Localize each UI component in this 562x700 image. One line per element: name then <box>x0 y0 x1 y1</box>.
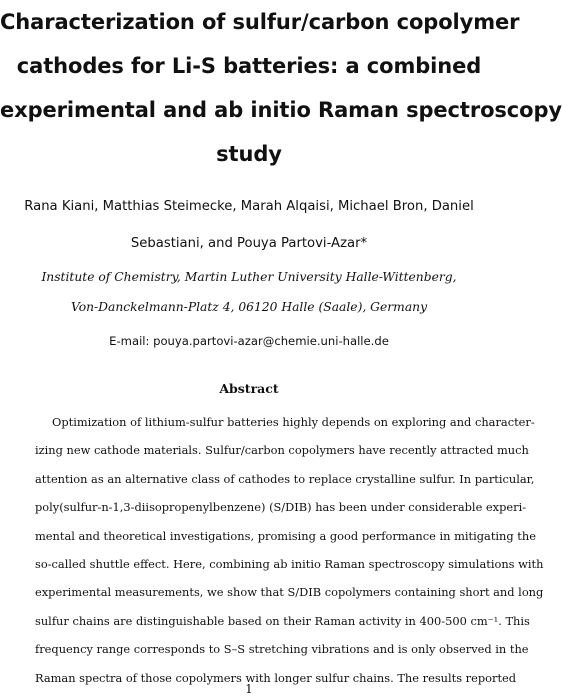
abstract-line: Optimization of lithium-sulfur batteries highly depends on exploring and character- <box>52 415 535 429</box>
page-number: 1 <box>245 682 253 696</box>
abstract-line: Raman spectra of those copolymers with longer sulfur chains. The results reported <box>35 670 517 685</box>
abstract-line: izing new cathode materials. Sulfur/carbon copolymers have recently attracted much <box>35 443 529 458</box>
title-line: cathodes for Li-S batteries: a combined <box>16 54 482 78</box>
abstract-line: mental and theoretical investigations, promising a good performance in mitigating the <box>35 528 536 543</box>
affiliation <box>0 262 498 322</box>
title-line: Characterization of sulfur/carbon copolymer <box>0 10 520 34</box>
abstract-line: poly(sulfur-n-1,3-diisopropenylbenzene) (S/DIB) has been under considerable experi- <box>35 500 527 515</box>
abstract-body <box>35 408 544 692</box>
abstract-line: so-called shuttle effect. Here, combining ab initio Raman spectroscopy simulations with <box>35 557 544 572</box>
abstract-line: frequency range corresponds to S–S stretching vibrations and is only observed in the <box>35 642 529 657</box>
contact-email[interactable]: E-mail: pouya.partovi-azar@chemie.uni-halle.de <box>109 334 389 348</box>
affiliation-line: Institute of Chemistry, Martin Luther University Halle-Wittenberg, <box>41 270 457 284</box>
paper-title <box>0 0 562 176</box>
abstract-line: experimental measurements, we show that S/DIB copolymers containing short and long <box>35 585 544 600</box>
abstract-line: sulfur chains are distinguishable based on their Raman activity in 400-500 cm⁻¹. This <box>35 613 530 628</box>
title-line: experimental and ab initio Raman spectroscopy <box>0 98 562 122</box>
author-line: Sebastiani, and Pouya Partovi-Azar* <box>130 236 368 251</box>
title-line: study <box>216 142 282 166</box>
author-list <box>0 188 498 262</box>
author-line: Rana Kiani, Matthias Steimecke, Marah Alqaisi, Michael Bron, Daniel <box>24 199 474 214</box>
affiliation-line: Von-Danckelmann-Platz 4, 06120 Halle (Saale), Germany <box>70 300 428 314</box>
abstract-heading: Abstract <box>219 381 279 396</box>
abstract-line: attention as an alternative class of cathodes to replace crystalline sulfur. In particular, <box>35 471 535 486</box>
